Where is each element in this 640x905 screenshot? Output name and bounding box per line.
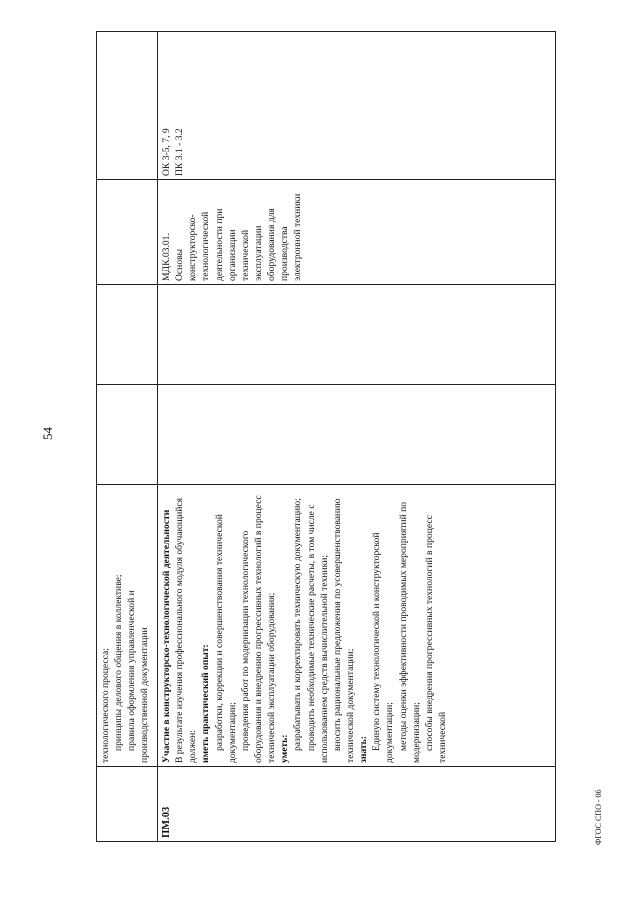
curriculum-table [96, 31, 556, 842]
mdk-line: организации [226, 229, 238, 281]
prev-line: принципы делового общения в коллективе; [113, 574, 125, 751]
mdk-line: конструкторско- [187, 214, 199, 281]
mdk-line: деятельности при [213, 208, 225, 281]
competency: ОК 3-5, 7, 9 [161, 128, 172, 176]
module-title: Участие в конструкторско-технологической деятельности [161, 509, 172, 763]
mdk-line: электронной техники [292, 193, 304, 281]
competency-cell [158, 32, 556, 180]
knowledge-item: методы оценки эффективности проводимых мероприятий по модернизации; [397, 501, 422, 763]
mdk-line: технологической [200, 211, 212, 281]
knowledge-item: способы внедрения прогрессивных технологий в процесс технической [423, 515, 448, 763]
mdk-line: производства [279, 226, 291, 281]
mdk-line: эксплуатации [252, 225, 264, 281]
knowledge-label: знать: [358, 736, 370, 763]
mdk-cell [158, 180, 556, 285]
mdk-line: технической [239, 229, 251, 281]
prev-competency-cell [97, 32, 158, 180]
footer-code: ФГОС СПО - 06 [594, 789, 603, 845]
competency: ПК 3.1 - 3.2 [174, 128, 186, 176]
prev-line: правила оформления управленческой и [126, 590, 138, 751]
practice-label: иметь практический опыт: [200, 644, 212, 763]
module-code-cell [158, 767, 556, 842]
prev-hours-cell [97, 285, 158, 385]
practice-item: проведения работ по модернизации технологического оборудования и внедрению прогрессивных технологий в процесс технической эксплуатации оборудования; [239, 495, 278, 763]
prev-line: производственной документации [139, 627, 151, 763]
practice-item: разработки, коррекции и совершенствования технической документации; [213, 514, 238, 763]
table-row-pm03 [158, 32, 556, 842]
mdk-code: МДК.03.01. [161, 233, 172, 281]
mdk-line: Основы [174, 248, 186, 281]
prev-hours-cell [97, 385, 158, 485]
skill-item: разрабатывать и корректировать техническую документацию; [292, 498, 304, 751]
skills-label: уметь: [279, 734, 291, 763]
mdk-line: оборудования для [266, 208, 278, 281]
module-code: ПМ.03 [161, 806, 172, 838]
skill-item: вносить рациональные предложения по усовершенствованию технической документации; [331, 498, 356, 763]
hours-cell [158, 385, 556, 485]
module-intro: В результате изучения профессионального модуля обучающийся должен: [174, 497, 199, 763]
knowledge-item: Единую систему технологической и конструкторской документации; [371, 532, 396, 763]
prev-mdk-cell [97, 180, 158, 285]
prev-code-cell [97, 767, 158, 842]
prev-content-cell [97, 485, 158, 767]
prev-line: технологического процесса; [100, 648, 111, 763]
skill-item: проводить необходимые технические расчеты, в том числе с использованием средств вычислительной техники; [305, 504, 330, 763]
module-content-cell [158, 485, 556, 767]
table-row-previous [97, 32, 158, 842]
page-number: 54 [40, 427, 55, 440]
hours-cell [158, 285, 556, 385]
rotated-table-frame [96, 32, 556, 842]
